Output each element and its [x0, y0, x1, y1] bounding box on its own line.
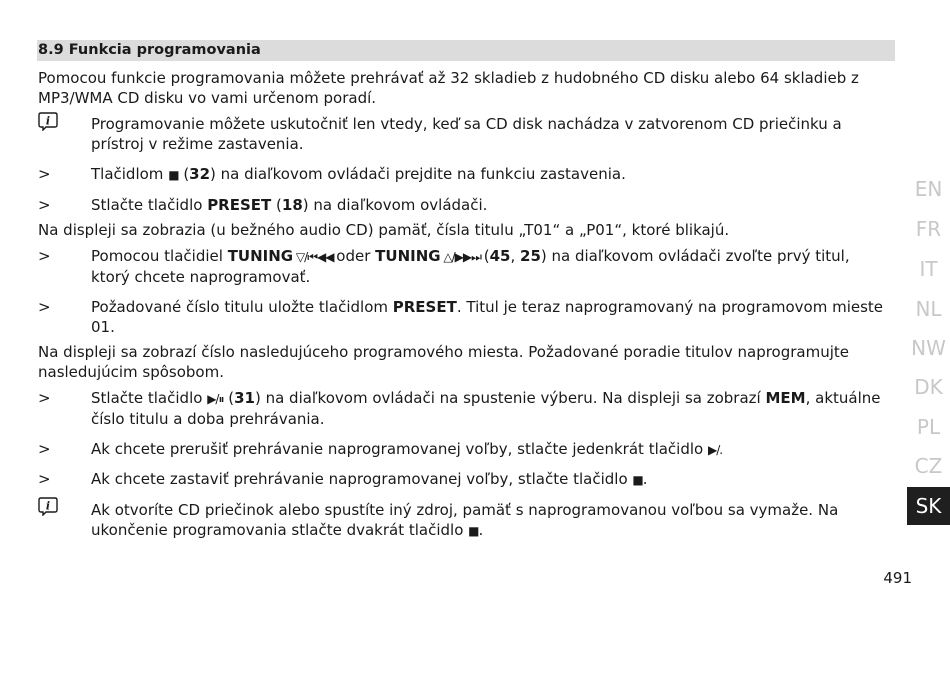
step-marker: > [38, 247, 51, 265]
step-marker: > [38, 470, 51, 488]
svg-text:i: i [45, 499, 51, 513]
step-select-title [38, 246, 898, 286]
tuning-down-icon: ▽/⏮◀◀ [293, 250, 337, 264]
lang-tab-nw[interactable]: NW [911, 336, 946, 360]
step-marker: > [38, 196, 51, 214]
info-note-icon [38, 496, 58, 516]
tuning-up-icon: △/▶▶⏭ [440, 250, 484, 264]
step-marker: > [38, 165, 51, 183]
play-pause-icon: ▶/⏸ [207, 392, 224, 406]
lang-tab-fr[interactable]: FR [915, 217, 942, 241]
note-memory-cleared: Ak otvoríte CD priečinok alebo spustíte iný zdroj, pamäť s naprogramovanou voľbou sa vymaže. Na ukončenie programovania stlačte dvakrát tlačidlo ■. [91, 501, 839, 539]
step-start-playback [38, 388, 898, 428]
step-marker: > [38, 389, 51, 407]
intro-paragraph: Pomocou funkcie programovania môžete prehrávať až 32 skladieb z hudobného CD disku alebo 64 skladieb z MP3/WMA CD disku vo vami určenom poradí. [38, 69, 859, 107]
lang-tab-it[interactable]: IT [919, 257, 938, 281]
stop-icon: ■ [168, 168, 179, 182]
step-text: Stlačte tlačidlo ▶/⏸ (31) na diaľkovom ovládači na spustenie výberu. Na displeji sa zobrazí MEM, aktuálne číslo titulu a doba prehrávania. [91, 389, 881, 428]
lang-tab-sk[interactable]: SK [907, 487, 950, 525]
step-text: Pomocou tlačidiel TUNING ▽/⏮◀◀ oder TUNING △/▶▶⏭ (45, 25) na diaľkovom ovládači zvoľte prvý titul, ktorý chcete naprogramovať. [91, 247, 850, 286]
step-store-title [38, 297, 898, 337]
step-text: Ak chcete zastaviť prehrávanie naprogramovanej voľby, stlačte tlačidlo ■. [91, 470, 648, 488]
section-heading: 8.9 Funkcia programovania [38, 42, 261, 58]
lang-tab-en[interactable]: EN [914, 177, 943, 201]
note-closed-tray: Programovanie môžete uskutočniť len vtedy, keď sa CD disk nachádza v zatvorenom CD priečinku a prístroj v režime zastavenia. [91, 115, 842, 153]
stop-icon: ■ [468, 524, 479, 538]
step-text: Stlačte tlačidlo PRESET (18) na diaľkovom ovládači. [91, 196, 488, 214]
stop-icon: ■ [632, 473, 643, 487]
lang-tab-nl[interactable]: NL [915, 297, 942, 321]
step-text: Tlačidlom ■ (32) na diaľkovom ovládači prejdite na funkciu zastavenia. [91, 165, 626, 183]
display-info-2: Na displeji sa zobrazí číslo nasledujúceho programového miesta. Požadované poradie titulov naprogramujte nasledujúcim spôsobom. [38, 343, 850, 381]
step-text: Požadované číslo titulu uložte tlačidlom PRESET. Titul je teraz naprogramovaný na programovom mieste 01. [91, 298, 884, 336]
play-pause-icon: ▶/. [708, 443, 723, 457]
lang-tab-dk[interactable]: DK [914, 375, 943, 399]
display-info-1: Na displeji sa zobrazia (u bežného audio CD) pamäť, čísla titulu „T01“ a „P01“, ktoré blikajú. [38, 221, 730, 239]
info-note-icon [38, 111, 58, 131]
step-marker: > [38, 440, 51, 458]
step-marker: > [38, 298, 51, 316]
preset-key-label: PRESET [207, 196, 272, 214]
lang-tab-cz[interactable]: CZ [914, 454, 943, 478]
step-text: Ak chcete prerušiť prehrávanie naprogramovanej voľby, stlačte jedenkrát tlačidlo ▶/. [91, 440, 723, 458]
lang-tab-pl[interactable]: PL [916, 415, 941, 439]
page-number: 491 [883, 569, 912, 587]
svg-text:i: i [45, 114, 51, 128]
